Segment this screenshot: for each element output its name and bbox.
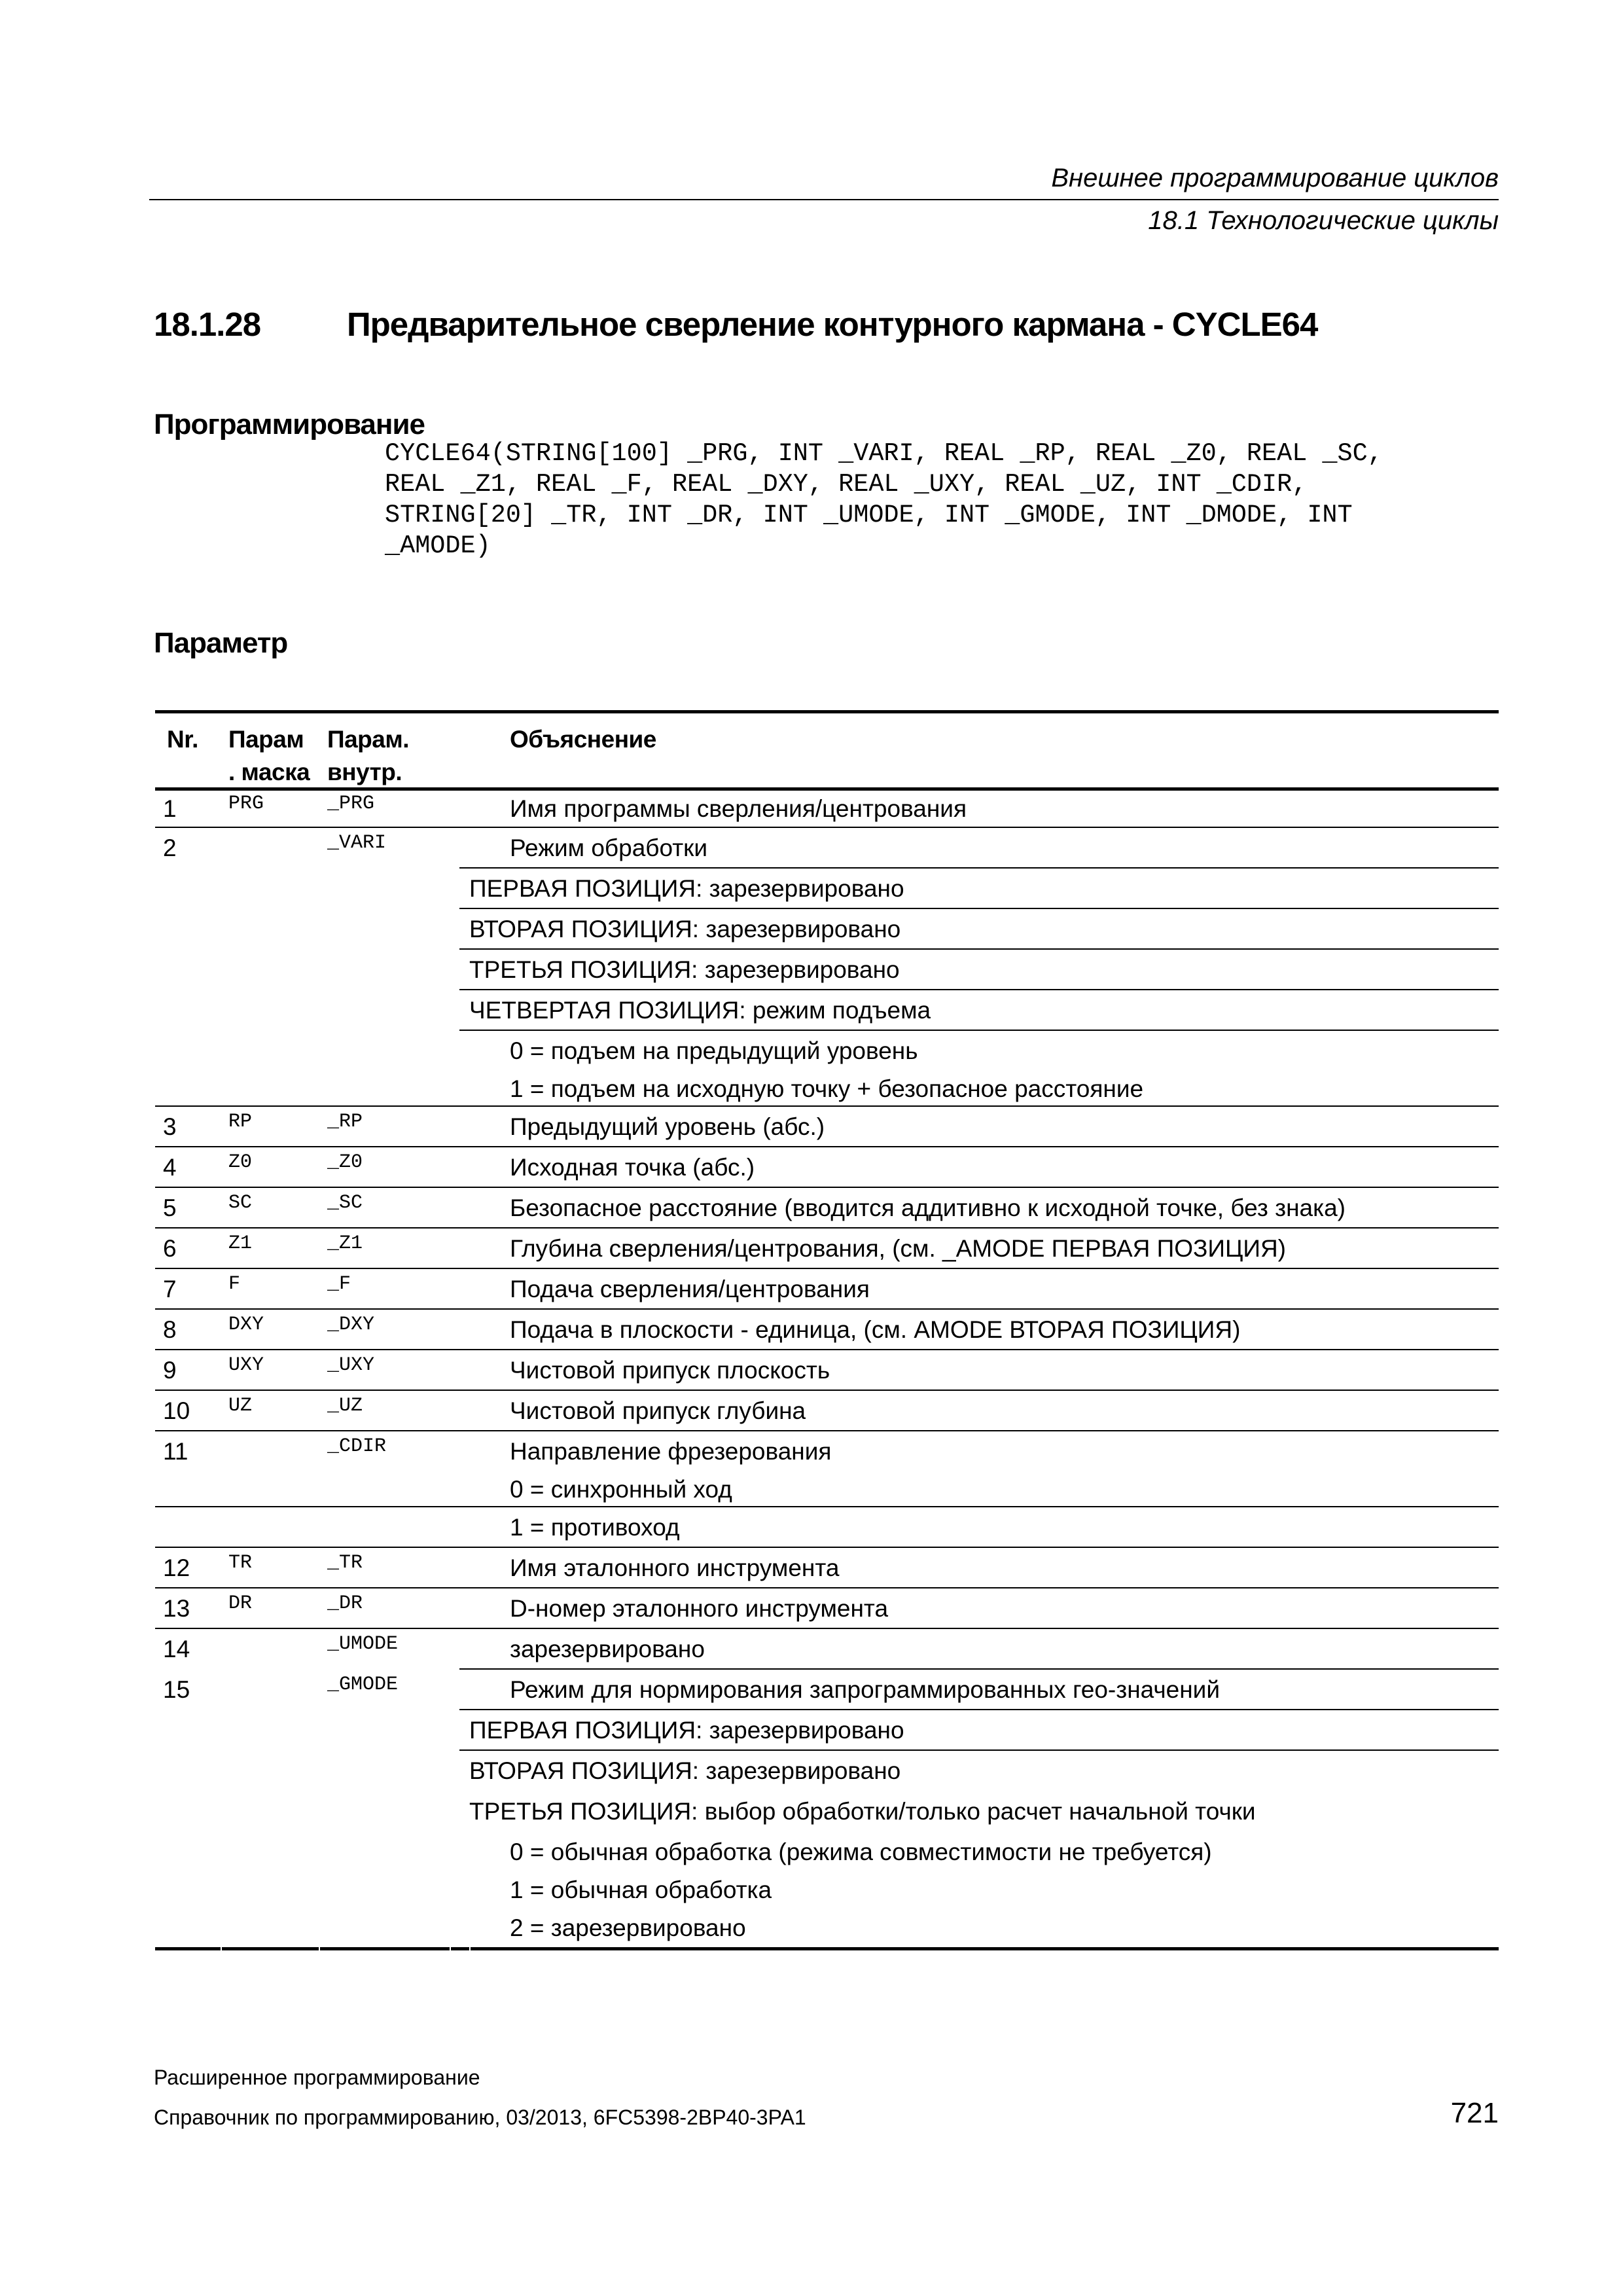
running-header-title: Внешнее программирование циклов <box>1051 164 1499 192</box>
cell-mask: RP <box>228 1111 253 1133</box>
cell-internal: _UMODE <box>327 1633 399 1655</box>
table-bottom-rule <box>320 1947 450 1950</box>
row-rule <box>155 827 1499 828</box>
cell-explanation: зарезервировано <box>510 1636 705 1662</box>
cell-explanation: Режим для нормирования запрограммированных гео-значений <box>510 1676 1221 1703</box>
table-bottom-rule <box>451 1947 469 1950</box>
parameter-heading: Параметр <box>154 627 288 659</box>
cell-internal: _F <box>327 1273 351 1295</box>
column-header-internal-line1: Парам. <box>327 726 410 753</box>
cell-mask: DXY <box>228 1314 264 1336</box>
cell-internal: _DXY <box>327 1314 375 1336</box>
column-header-mask-line2: . маска <box>228 759 310 785</box>
cell-explanation: Глубина сверления/центрования, (см. _AMODE ПЕРВАЯ ПОЗИЦИЯ) <box>510 1235 1286 1262</box>
cell-explanation: Имя программы сверления/центрования <box>510 795 967 822</box>
cell-explanation: Исходная точка (абс.) <box>510 1154 755 1181</box>
row-rule <box>155 1628 1499 1629</box>
cell-mask: UZ <box>228 1395 253 1417</box>
cell-internal: _PRG <box>327 793 375 815</box>
row-rule <box>459 948 1499 950</box>
table-bottom-rule <box>155 1947 221 1950</box>
cell-explanation: Предыдущий уровень (абс.) <box>510 1113 825 1140</box>
code-line: REAL _Z1, REAL _F, REAL _DXY, REAL _UXY, REAL _UZ, INT _CDIR, <box>385 470 1308 499</box>
section-title: Предварительное сверление контурного кармана - CYCLE64 <box>347 306 1318 343</box>
cell-mask: Z1 <box>228 1232 253 1255</box>
row-rule <box>155 1349 1499 1350</box>
cell-explanation: D-номер эталонного инструмента <box>510 1595 889 1622</box>
cell-mask: PRG <box>228 793 264 815</box>
cell-internal: _SC <box>327 1192 363 1214</box>
footer-book-info: Справочник по программированию, 03/2013, 6FC5398-2BP40-3PA1 <box>154 2106 806 2129</box>
cell-internal: _VARI <box>327 832 387 854</box>
column-header-internal <box>327 723 409 789</box>
row-rule <box>155 1227 1499 1229</box>
cell-nr: 5 <box>163 1194 177 1221</box>
cell-explanation: ВТОРАЯ ПОЗИЦИЯ: зарезервировано <box>469 1757 901 1784</box>
cell-internal: _UXY <box>327 1354 375 1376</box>
row-rule <box>155 1506 1499 1507</box>
row-rule <box>155 1547 1499 1548</box>
running-header-subtitle: 18.1 Технологические циклы <box>1148 206 1499 235</box>
cell-internal: _UZ <box>327 1395 363 1417</box>
cell-nr: 14 <box>163 1636 190 1662</box>
cell-mask: TR <box>228 1552 253 1574</box>
page-number: 721 <box>1450 2097 1499 2129</box>
section-number: 18.1.28 <box>154 306 261 343</box>
table-bottom-rule <box>222 1947 319 1950</box>
cell-explanation: 2 = зарезервировано <box>510 1914 746 1941</box>
cell-internal: _Z1 <box>327 1232 363 1255</box>
cell-explanation: Безопасное расстояние (вводится аддитивно к исходной точке, без знака) <box>510 1194 1346 1221</box>
programming-heading: Программирование <box>154 408 425 440</box>
cell-mask: F <box>228 1273 241 1295</box>
row-rule <box>459 1668 1499 1670</box>
cell-explanation: ТРЕТЬЯ ПОЗИЦИЯ: зарезервировано <box>469 956 900 983</box>
cell-explanation: Имя эталонного инструмента <box>510 1554 840 1581</box>
cell-nr: 4 <box>163 1154 177 1181</box>
cell-explanation: ПЕРВАЯ ПОЗИЦИЯ: зарезервировано <box>469 875 904 902</box>
code-line: STRING[20] _TR, INT _DR, INT _UMODE, INT _GMODE, INT _DMODE, INT <box>385 501 1353 529</box>
cell-nr: 7 <box>163 1276 177 1302</box>
cell-nr: 3 <box>163 1113 177 1140</box>
cell-explanation: Режим обработки <box>510 834 708 861</box>
cell-nr: 1 <box>163 795 177 822</box>
cell-nr: 15 <box>163 1676 190 1703</box>
cell-explanation: 1 = противоход <box>510 1514 680 1541</box>
cell-mask: UXY <box>228 1354 264 1376</box>
row-rule <box>155 1390 1499 1391</box>
row-rule <box>155 1587 1499 1588</box>
column-header-nr: Nr. <box>167 726 198 753</box>
cell-explanation: ПЕРВАЯ ПОЗИЦИЯ: зарезервировано <box>469 1717 904 1744</box>
cell-explanation: ВТОРАЯ ПОЗИЦИЯ: зарезервировано <box>469 916 901 942</box>
cell-internal: _DR <box>327 1592 363 1615</box>
code-line: CYCLE64(STRING[100] _PRG, INT _VARI, REAL _RP, REAL _Z0, REAL _SC, <box>385 439 1383 468</box>
cell-nr: 13 <box>163 1595 190 1622</box>
row-rule <box>459 908 1499 909</box>
cell-explanation: 1 = подъем на исходную точку + безопасное расстояние <box>510 1075 1144 1102</box>
cell-explanation: Подача сверления/центрования <box>510 1276 870 1302</box>
cell-internal: _CDIR <box>327 1435 387 1458</box>
cell-internal: _TR <box>327 1552 363 1574</box>
cell-nr: 12 <box>163 1554 190 1581</box>
cell-nr: 11 <box>163 1438 188 1465</box>
column-header-explanation: Объяснение <box>510 726 656 753</box>
cell-nr: 10 <box>163 1397 190 1424</box>
row-rule <box>155 1146 1499 1147</box>
column-header-mask-line1: Парам <box>228 726 304 753</box>
row-rule <box>459 867 1499 869</box>
column-header-mask <box>228 723 310 789</box>
cell-explanation: Подача в плоскости - единица, (см. AMODE ВТОРАЯ ПОЗИЦИЯ) <box>510 1316 1241 1343</box>
row-rule <box>155 1308 1499 1310</box>
cell-nr: 6 <box>163 1235 177 1262</box>
cell-nr: 8 <box>163 1316 177 1343</box>
cell-explanation: ЧЕТВЕРТАЯ ПОЗИЦИЯ: режим подъема <box>469 997 931 1024</box>
cell-explanation: Чистовой припуск глубина <box>510 1397 806 1424</box>
table-header-rule <box>155 787 1499 791</box>
row-rule <box>155 1430 1499 1431</box>
cell-mask: DR <box>228 1592 253 1615</box>
footer-book-title: Расширенное программирование <box>154 2066 480 2089</box>
row-rule <box>155 1187 1499 1188</box>
table-top-rule <box>155 710 1499 713</box>
cell-explanation: Чистовой припуск плоскость <box>510 1357 830 1384</box>
cell-explanation: 1 = обычная обработка <box>510 1876 772 1903</box>
cell-mask: SC <box>228 1192 253 1214</box>
cell-explanation: Направление фрезерования <box>510 1438 832 1465</box>
row-rule <box>459 1709 1499 1710</box>
cell-explanation: 0 = обычная обработка (режима совместимости не требуется) <box>510 1839 1212 1865</box>
table-bottom-rule <box>471 1947 1499 1950</box>
row-rule <box>459 1749 1499 1751</box>
row-rule <box>155 1268 1499 1269</box>
cell-nr: 9 <box>163 1357 177 1384</box>
row-rule <box>459 989 1499 990</box>
cell-internal: _RP <box>327 1111 363 1133</box>
cell-nr: 2 <box>163 834 177 861</box>
row-rule <box>459 1030 1499 1031</box>
cell-internal: _Z0 <box>327 1151 363 1174</box>
cell-explanation: 0 = подъем на предыдущий уровень <box>510 1037 918 1064</box>
cell-mask: Z0 <box>228 1151 253 1174</box>
header-rule <box>149 199 1499 200</box>
column-header-internal-line2: внутр. <box>327 759 402 785</box>
cycle-signature-code <box>385 439 1383 562</box>
cell-explanation: 0 = синхронный ход <box>510 1476 732 1503</box>
row-rule <box>155 1105 1499 1107</box>
cell-explanation: ТРЕТЬЯ ПОЗИЦИЯ: выбор обработки/только расчет начальной точки <box>469 1798 1256 1825</box>
cell-internal: _GMODE <box>327 1674 399 1696</box>
code-line: _AMODE) <box>385 531 491 560</box>
